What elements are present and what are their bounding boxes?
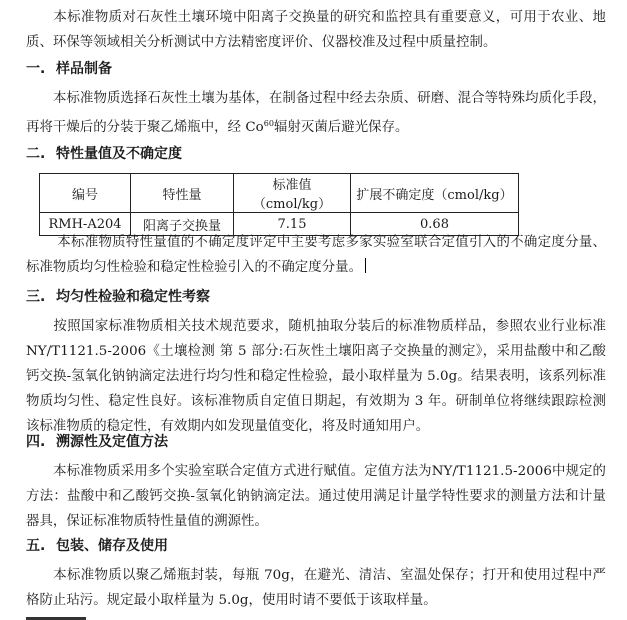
section-3-heading xyxy=(26,286,210,306)
section-2-title: 特性量值及不确定度 xyxy=(56,146,182,162)
header-cell-standard-value: 标准值（cmol/kg） xyxy=(234,174,351,213)
section-1-title: 样品制备 xyxy=(56,61,112,77)
cell-standard-value: 7.15 xyxy=(234,213,351,236)
section-4-paragraph xyxy=(26,459,606,534)
section-5-text: 本标准物质以聚乙烯瓶封装，每瓶 70g，在避光、清洁、室温处保存；打开和使用过程中严格防止玷污。规定最小取样量为 5.0g，使用时请不要低于该取样量。 xyxy=(26,568,606,608)
section-2-heading xyxy=(26,143,182,163)
intro-paragraph xyxy=(26,5,606,55)
section-4-number: 四. xyxy=(26,434,46,450)
section-5-heading xyxy=(26,535,168,555)
section-1-text-a: 本标准物质选择石灰性土壤为基体，在制备过程中经去杂质、研磨、混合等特殊均质化手段，再将干燥后的分装于聚乙烯瓶中，经 Co xyxy=(26,91,606,135)
section-5-number: 五. xyxy=(26,538,46,554)
section-5-paragraph xyxy=(26,563,606,613)
section-3-paragraph xyxy=(26,314,606,439)
co-superscript: 60 xyxy=(263,119,275,128)
cell-property: 阳离子交换量 xyxy=(131,213,234,236)
section-2-paragraph[interactable] xyxy=(26,230,606,280)
table-header-row xyxy=(40,174,519,213)
section-1-text-b: 辐射灭菌后避光保存。 xyxy=(274,120,409,135)
header-cell-property: 特性量 xyxy=(131,174,234,213)
header-cell-id: 编号 xyxy=(40,174,131,213)
section-3-text: 按照国家标准物质相关技术规范要求，随机抽取分装后的标准物质样品，参照农业行业标准 NY/T1121.5-2006《土壤检测 第 5 部分:石灰性土壤阳离子交换量的测定》，采用盐酸中和乙酸钙交换-氢氧化钠钠滴定法进行均匀性和稳定性检验，最小取样量为 5.0g。结果表明，该系列标准物质均匀性、稳定性良好。该标准物质自定值日期起，有效期为 3 年。研制单位将继续跟踪检测该标准物质的稳定性，有效期内如发现量值变化，将及时通知用户。 xyxy=(26,319,606,434)
intro-text: 本标准物质对石灰性土壤环境中阳离子交换量的研究和监控具有重要意义，可用于农业、地质、环保等领域相关分析测试中方法精密度评价、仪器校准及过程中质量控制。 xyxy=(26,10,606,50)
header-cell-uncertainty: 扩展不确定度（cmol/kg） xyxy=(351,174,519,213)
section-1-paragraph xyxy=(26,86,606,140)
cell-id: RMH-A204 xyxy=(40,213,131,236)
section-2-text: 本标准物质特性量值的不确定度评定中主要考虑多家实验室联合定值引入的不确定度分量、标准物质均匀性检验和稳定性检验引入的不确定度分量。 xyxy=(26,235,606,275)
section-5-title: 包装、储存及使用 xyxy=(56,538,168,554)
section-1-number: 一. xyxy=(26,61,46,77)
section-4-title: 溯源性及定值方法 xyxy=(56,434,168,450)
section-4-heading xyxy=(26,431,168,451)
section-4-text: 本标准物质采用多个实验室联合定值方式进行赋值。定值方法为NY/T1121.5-2006中规定的方法：盐酸中和乙酸钙交换-氢氧化钠钠滴定法。通过使用满足计量学特性要求的测量方法和计量器具，保证标准物质特性量值的溯源性。 xyxy=(26,464,606,529)
section-1-heading xyxy=(26,58,112,78)
section-3-number: 三. xyxy=(26,289,46,305)
section-3-title: 均匀性检验和稳定性考察 xyxy=(56,289,210,305)
text-cursor xyxy=(365,258,366,273)
property-table xyxy=(39,173,519,236)
section-2-number: 二. xyxy=(26,146,46,162)
cut-off-next-heading xyxy=(26,614,146,620)
cell-uncertainty: 0.68 xyxy=(351,213,519,236)
